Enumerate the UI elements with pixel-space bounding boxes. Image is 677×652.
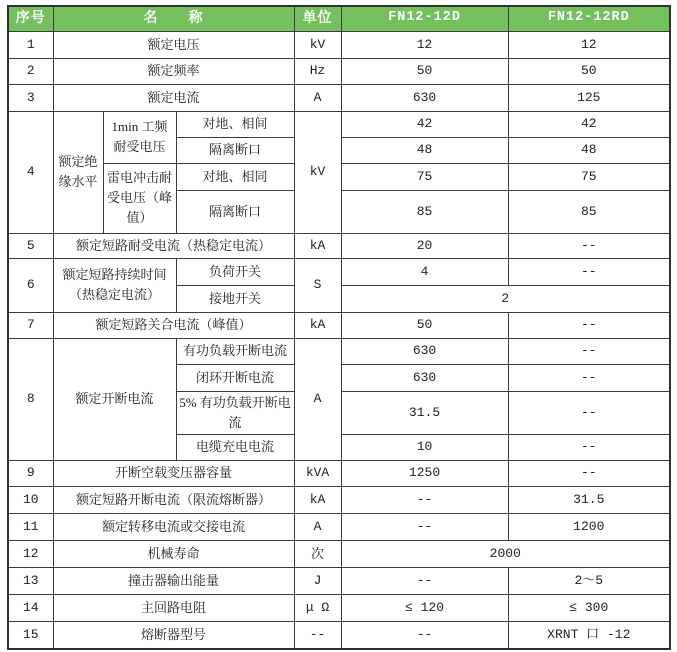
row-unit: J <box>294 567 341 594</box>
row-name: 额定转移电流或交接电流 <box>53 513 294 540</box>
value-fn12-12d: 12 <box>341 31 508 58</box>
value-fn12-12rd: 50 <box>508 58 670 84</box>
value-fn12-12d: 48 <box>341 137 508 163</box>
row-name: 额定电流 <box>53 84 294 111</box>
table-row <box>8 594 670 621</box>
row-name: 开断空载变压器容量 <box>53 460 294 486</box>
value-fn12-12d: 85 <box>341 190 508 233</box>
value-fn12-12rd: -- <box>508 460 670 486</box>
row-unit: kA <box>294 486 341 513</box>
row-item-label: 闭环开断电流 <box>176 364 294 391</box>
table-row <box>8 567 670 594</box>
value-fn12-12d: -- <box>341 486 508 513</box>
row-item-label: 接地开关 <box>176 285 294 312</box>
value-fn12-12rd: -- <box>508 312 670 338</box>
row-no: 2 <box>8 58 53 84</box>
value-fn12-12rd: 42 <box>508 111 670 137</box>
row-name: 额定短路耐受电流（热稳定电流） <box>53 233 294 258</box>
table-row <box>8 58 670 84</box>
header-row <box>8 6 670 31</box>
value-fn12-12rd: -- <box>508 364 670 391</box>
row-item-label: 电缆充电电流 <box>176 434 294 460</box>
row-unit: -- <box>294 621 341 649</box>
row-unit: kV <box>294 111 341 233</box>
value-fn12-12rd: -- <box>508 258 670 285</box>
table-row <box>8 338 670 364</box>
value-fn12-12rd: 2～5 <box>508 567 670 594</box>
row-no: 12 <box>8 540 53 567</box>
value-fn12-12rd: 12 <box>508 31 670 58</box>
value-fn12-12rd: XRNT 口 -12 <box>508 621 670 649</box>
value-both-models: 2000 <box>341 540 670 567</box>
value-fn12-12rd: 48 <box>508 137 670 163</box>
value-fn12-12rd: 75 <box>508 163 670 190</box>
table-row <box>8 312 670 338</box>
row-no: 3 <box>8 84 53 111</box>
row-unit: kV <box>294 31 341 58</box>
row-no: 14 <box>8 594 53 621</box>
table-row <box>8 486 670 513</box>
value-fn12-12d: 630 <box>341 338 508 364</box>
row-unit: S <box>294 258 341 312</box>
row-subgroup-name: 1min 工频耐受电压 <box>103 111 176 163</box>
value-fn12-12rd: -- <box>508 338 670 364</box>
table-row <box>8 540 670 567</box>
header-model-fn12-12rd: FN12-12RD <box>508 6 670 31</box>
header-unit: 单位 <box>294 6 341 31</box>
value-fn12-12d: -- <box>341 621 508 649</box>
row-no: 13 <box>8 567 53 594</box>
header-seq: 序号 <box>8 6 53 31</box>
value-fn12-12d: -- <box>341 513 508 540</box>
header-model-fn12-12d: FN12-12D <box>341 6 508 31</box>
row-name: 额定短路关合电流（峰值） <box>53 312 294 338</box>
row-item-label: 对地、相间 <box>176 111 294 137</box>
value-fn12-12rd: -- <box>508 391 670 434</box>
row-item-label: 5% 有功负载开断电流 <box>176 391 294 434</box>
value-fn12-12d: 4 <box>341 258 508 285</box>
value-fn12-12d: 1250 <box>341 460 508 486</box>
value-fn12-12rd: ≤ 300 <box>508 594 670 621</box>
table-row <box>8 258 670 285</box>
row-name: 额定电压 <box>53 31 294 58</box>
value-fn12-12d: 75 <box>341 163 508 190</box>
row-name: 额定短路开断电流（限流熔断器） <box>53 486 294 513</box>
value-fn12-12rd: 125 <box>508 84 670 111</box>
row-item-label: 负荷开关 <box>176 258 294 285</box>
value-fn12-12d: 31.5 <box>341 391 508 434</box>
row-no: 7 <box>8 312 53 338</box>
row-name: 额定频率 <box>53 58 294 84</box>
row-unit: kA <box>294 233 341 258</box>
row-item-label: 隔离断口 <box>176 190 294 233</box>
row-no: 10 <box>8 486 53 513</box>
row-group-name: 额定绝缘水平 <box>53 111 103 233</box>
table-row <box>8 111 670 137</box>
row-no: 4 <box>8 111 53 233</box>
value-fn12-12d: 50 <box>341 58 508 84</box>
row-unit: kA <box>294 312 341 338</box>
row-unit: A <box>294 513 341 540</box>
spec-table <box>7 5 671 650</box>
row-group-name: 额定短路持续时间（热稳定电流） <box>53 258 176 312</box>
value-fn12-12d: 20 <box>341 233 508 258</box>
row-name: 主回路电阻 <box>53 594 294 621</box>
value-fn12-12d: 50 <box>341 312 508 338</box>
row-unit: 次 <box>294 540 341 567</box>
value-both-models: 2 <box>341 285 670 312</box>
row-group-name: 额定开断电流 <box>53 338 176 460</box>
value-fn12-12d: 10 <box>341 434 508 460</box>
row-item-label: 对地、相同 <box>176 163 294 190</box>
row-no: 15 <box>8 621 53 649</box>
value-fn12-12d: 630 <box>341 364 508 391</box>
table-row <box>8 621 670 649</box>
row-item-label: 隔离断口 <box>176 137 294 163</box>
row-no: 11 <box>8 513 53 540</box>
table-row <box>8 84 670 111</box>
value-fn12-12rd: 31.5 <box>508 486 670 513</box>
value-fn12-12rd: 1200 <box>508 513 670 540</box>
value-fn12-12d: 630 <box>341 84 508 111</box>
row-no: 9 <box>8 460 53 486</box>
row-unit: μ Ω <box>294 594 341 621</box>
row-item-label: 有功负载开断电流 <box>176 338 294 364</box>
value-fn12-12rd: -- <box>508 233 670 258</box>
table-row <box>8 31 670 58</box>
row-unit: A <box>294 338 341 460</box>
row-name: 机械寿命 <box>53 540 294 567</box>
row-unit: A <box>294 84 341 111</box>
header-name: 名 称 <box>53 6 294 31</box>
table-row <box>8 513 670 540</box>
row-unit: kVA <box>294 460 341 486</box>
row-name: 撞击器输出能量 <box>53 567 294 594</box>
value-fn12-12d: ≤ 120 <box>341 594 508 621</box>
value-fn12-12rd: -- <box>508 434 670 460</box>
row-no: 1 <box>8 31 53 58</box>
row-no: 8 <box>8 338 53 460</box>
value-fn12-12d: 42 <box>341 111 508 137</box>
value-fn12-12rd: 85 <box>508 190 670 233</box>
table-row <box>8 233 670 258</box>
value-fn12-12d: -- <box>341 567 508 594</box>
row-unit: Hz <box>294 58 341 84</box>
table-row <box>8 460 670 486</box>
row-name: 熔断器型号 <box>53 621 294 649</box>
row-no: 5 <box>8 233 53 258</box>
row-no: 6 <box>8 258 53 312</box>
row-subgroup-name: 雷电冲击耐受电压（峰值） <box>103 163 176 233</box>
